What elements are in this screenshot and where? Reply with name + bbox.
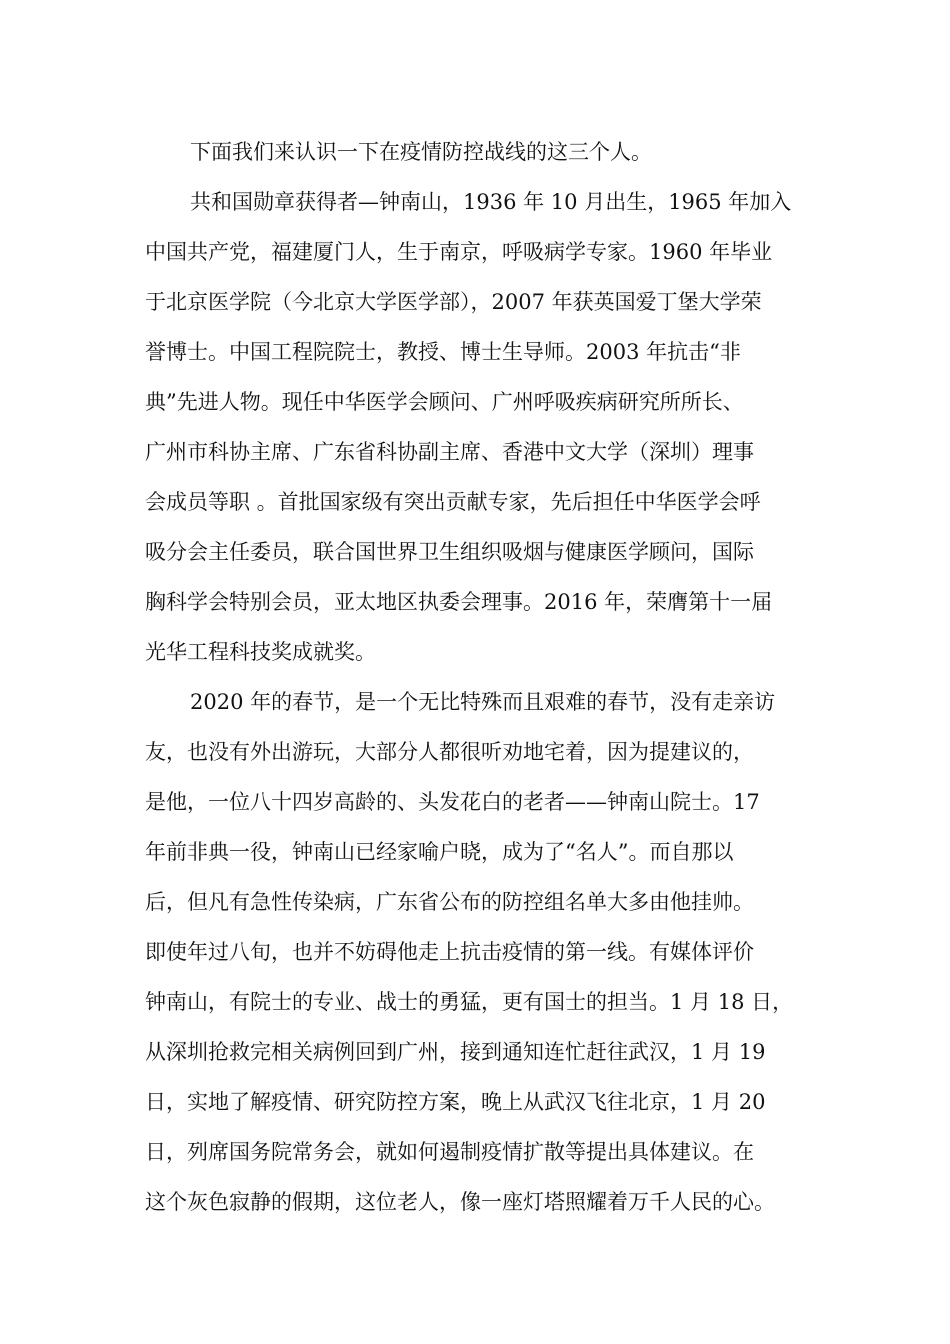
- bio-line-4: 誉博士。中国工程院院士，教授、博士生导师。2003 年抗击“非: [145, 340, 741, 364]
- story-line-9: 日，实地了解疫情、研究防控方案，晚上从武汉飞往北京，1 月 20: [145, 1090, 766, 1114]
- story-line-8: 从深圳抢救完相关病例回到广州，接到通知连忙赶往武汉，1 月 19: [145, 1040, 766, 1064]
- story-line-10: 日，列席国务院常务会，就如何遏制疫情扩散等提出具体建议。在: [145, 1140, 754, 1164]
- story-line-1: 2020 年的春节，是一个无比特殊而且艰难的春节，没有走亲访: [190, 690, 776, 714]
- bio-line-7: 会成员等职 。首批国家级有突出贡献专家，先后担任中华医学会呼: [145, 490, 761, 514]
- bio-line-9: 胸科学会特别会员，亚太地区执委会理事。2016 年，荣膺第十一届: [145, 590, 773, 614]
- story-line-5: 后，但凡有急性传染病，广东省公布的防控组名单大多由他挂帅。: [145, 890, 754, 914]
- bio-line-2: 中国共产党，福建厦门人，生于南京，呼吸病学专家。1960 年毕业: [145, 240, 773, 264]
- story-line-2: 友，也没有外出游玩，大部分人都很听劝地宅着，因为提建议的，: [145, 740, 754, 764]
- bio-line-8: 吸分会主任委员，联合国世界卫生组织吸烟与健康医学顾问，国际: [145, 540, 754, 564]
- intro-line: 下面我们来认识一下在疫情防控战线的这三个人。: [190, 140, 652, 164]
- bio-line-10: 光华工程科技奖成就奖。: [145, 640, 376, 664]
- bio-line-6: 广州市科协主席、广东省科协副主席、香港中文大学（深圳）理事: [145, 440, 754, 464]
- story-line-11: 这个灰色寂静的假期，这位老人，像一座灯塔照耀着万千人民的心。: [145, 1190, 775, 1214]
- bio-line-5: 典”先进人物。现任中华医学会顾问、广州呼吸疾病研究所所长、: [145, 390, 744, 414]
- story-line-7: 钟南山，有院士的专业、战士的勇猛，更有国士的担当。1 月 18 日，: [145, 990, 794, 1014]
- story-line-3: 是他，一位八十四岁高龄的、头发花白的老者——钟南山院士。17: [145, 790, 760, 814]
- bio-line-3: 于北京医学院（今北京大学医学部），2007 年获英国爱丁堡大学荣: [145, 290, 762, 314]
- story-line-4: 年前非典一役，钟南山已经家喻户晓，成为了“名人”。而自那以: [145, 840, 734, 864]
- story-line-6: 即使年过八旬，也并不妨碍他走上抗击疫情的第一线。有媒体评价: [145, 940, 754, 964]
- bio-line-1: 共和国勋章获得者—钟南山，1936 年 10 月出生，1965 年加入: [190, 190, 792, 214]
